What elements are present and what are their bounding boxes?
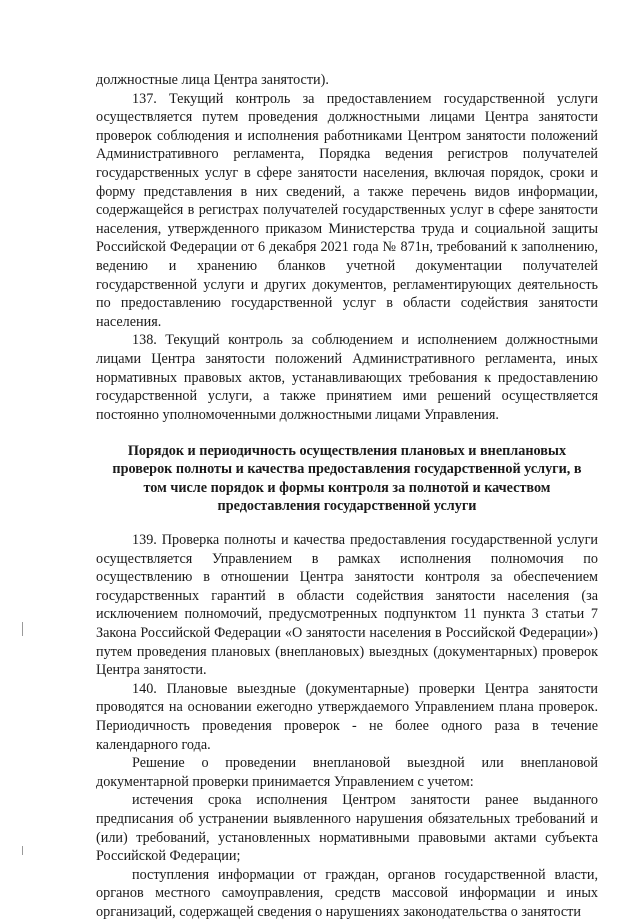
heading-line: проверок полноты и качества предоставления государственной услуги, в — [112, 461, 582, 478]
scan-margin-mark — [22, 622, 23, 636]
paragraph-139: 139. Проверка полноты и качества предоставления государственной услуги осуществляется Управлением в рамках исполнения полномочия по осуществлению в отношении Центра занятости контроля за обеспечением государственных гарантий в области содействия занятости населения (за исключением полномочий, предусмотренных подпунктом 11 пункта 3 статьи 7 Закона Российской Федерации «О занятости населения в Российской Федерации») путем проведения плановых (внеплановых) выездных (документарных) проверок Центра занятости. — [96, 532, 598, 679]
document-body — [96, 71, 598, 922]
paragraph-137: 137. Текущий контроль за предоставлением государственной услуги осуществляется путем проведения должностными лицами Центра занятости проверок соблюдения и исполнения работниками Центром занятости положений Административного регламента, Порядка ведения регистров получателей государственных услуг в сфере занятости населения, включая порядок, сроки и форму представления в них сведений, а также перечень видов информации, содержащейся в регистрах получателей государственных услуг в сфере занятости населения, утвержденного приказом Министерства труда и социальной защиты Российской Федерации от 6 декабря 2021 года № 871н, требований к заполнению, ведению и хранению бланков учетной документации получателей государственной услуги и других документов, регламентирующих деятельность по предоставлению государственной услуг в области содействия занятости населения. — [96, 90, 598, 330]
paragraph-expiry: истечения срока исполнения Центром занятости ранее выданного предписания об устранении выявленного нарушения обязательных требований и (или) требований, установленных нормативными правовыми актами субъекта Российской Федерации; — [96, 792, 598, 865]
paragraph-140: 140. Плановые выездные (документарные) проверки Центра занятости проводятся на основании ежегодно утверждаемого Управлением плана проверок. Периодичность проведения проверок - не более одного раза в течение календарного года. — [96, 680, 598, 753]
heading-line: том числе порядок и формы контроля за полнотой и качеством — [143, 479, 551, 496]
paragraph-information: поступления информации от граждан, органов государственной власти, органов местного самоуправления, средств массовой информации и иных организаций, содержащей сведения о нарушениях законодательства о занятости — [96, 866, 598, 920]
paragraph-continuation: должностные лица Центра занятости). — [96, 72, 329, 88]
paragraph-decision: Решение о проведении внеплановой выездной или внеплановой документарной проверки принимается Управлением с учетом: — [96, 755, 598, 790]
paragraph-138: 138. Текущий контроль за соблюдением и исполнением должностными лицами Центра занятости положений Административного регламента, иных нормативных правовых актов, устанавливающих требования к предоставлению государственной услуги, а также принятием ими решений осуществляется постоянно уполномоченными должностными лицами Управления. — [96, 332, 598, 423]
section-heading — [96, 442, 598, 515]
scan-margin-mark — [22, 846, 23, 855]
heading-line: предоставления государственной услуги — [217, 497, 477, 514]
heading-line: Порядок и периодичность осуществления плановых и внеплановых — [127, 443, 567, 460]
